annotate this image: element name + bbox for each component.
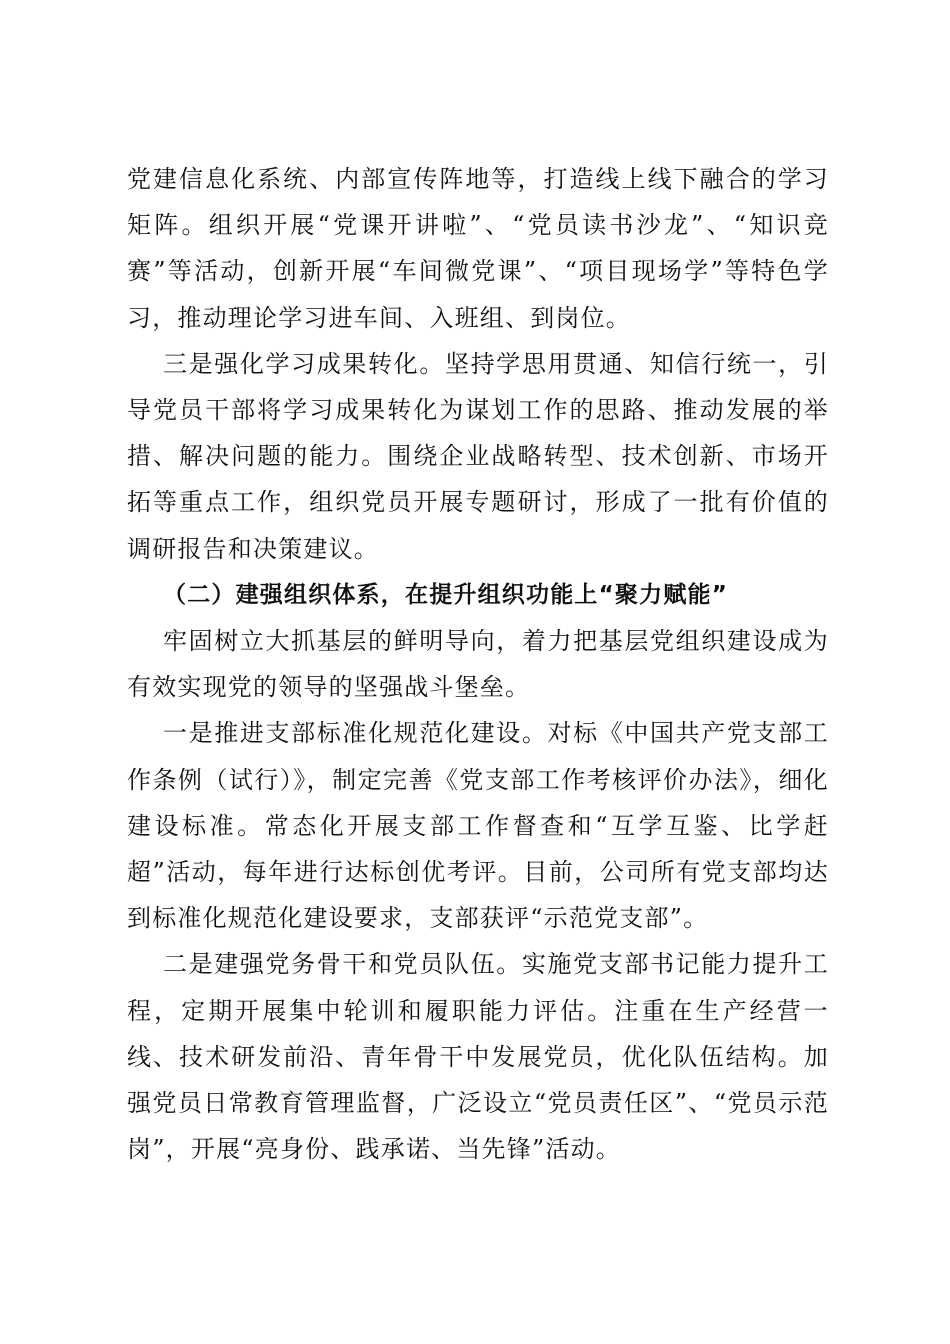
document-body bbox=[127, 156, 829, 1172]
section-heading-organization-system: （二）建强组织体系，在提升组织功能上“聚力赋能” bbox=[163, 581, 729, 608]
paragraph-learning-matrix: 党建信息化系统、内部宣传阵地等，打造线上线下融合的学习矩阵。组织开展“党课开讲啦”、“党员读书沙龙”、“知识竞赛”等活动，创新开展“车间微党课”、“项目现场学”等特色学习，推动理论学习进车间、入班组、到岗位。 bbox=[127, 165, 829, 332]
paragraph-learning-results: 三是强化学习成果转化。坚持学思用贯通、知信行统一，引导党员干部将学习成果转化为谋划工作的思路、推动发展的举措、解决问题的能力。围绕企业战略转型、技术创新、市场开拓等重点工作，组织党员开展专题研讨，形成了一批有价值的调研报告和决策建议。 bbox=[127, 349, 829, 563]
paragraph-party-team-building: 二是建强党务骨干和党员队伍。实施党支部书记能力提升工程，定期开展集中轮训和履职能力评估。注重在生产经营一线、技术研发前沿、青年骨干中发展党员，优化队伍结构。加强党员日常教育管理监督，广泛设立“党员责任区”、“党员示范岗”，开展“亮身份、践承诺、当先锋”活动。 bbox=[127, 950, 829, 1164]
paragraph-branch-standardization: 一是推进支部标准化规范化建设。对标《中国共产党支部工作条例（试行）》，制定完善《党支部工作考核评价办法》，细化建设标准。常态化开展支部工作督查和“互学互鉴、比学赶超”活动，每年进行达标创优考评。目前，公司所有党支部均达到标准化规范化建设要求，支部获评“示范党支部”。 bbox=[127, 719, 829, 933]
paragraph-grassroots-orientation: 牢固树立大抓基层的鲜明导向，着力把基层党组织建设成为有效实现党的领导的坚强战斗堡垒。 bbox=[127, 627, 829, 702]
